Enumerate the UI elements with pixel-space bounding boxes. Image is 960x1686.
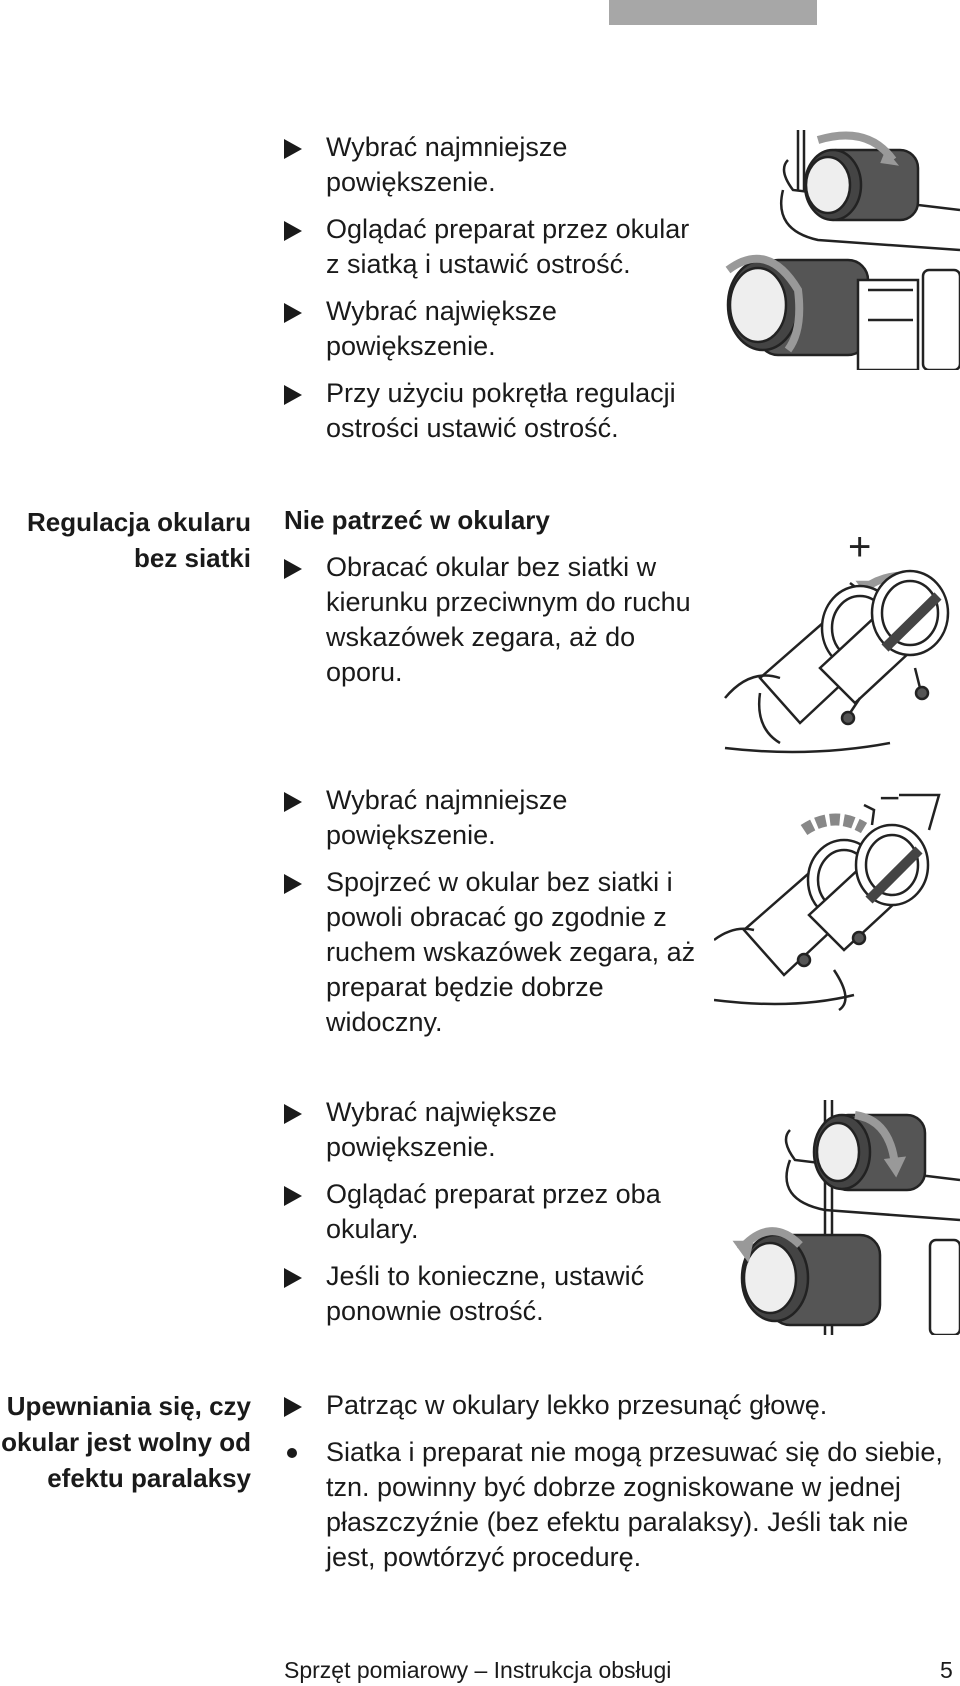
arrow-bullet-icon — [284, 303, 302, 323]
step-item: Wybrać największe powiększenie. — [284, 294, 704, 364]
step-item: Obracać okular bez siatki w kierunku przeciwnym do ruchu wskazówek zegara, aż do oporu. — [284, 550, 704, 690]
step-item: Siatka i preparat nie mogą przesuwać się do siebie, tzn. powinny być dobrze zogniskowane w jednej płaszczyźnie (bez efektu paralaksy). Jeśli tak nie jest, powtórzyć procedurę. — [284, 1435, 960, 1575]
step-item: Wybrać najmniejsze powiększenie. — [284, 783, 704, 853]
step-item: Spojrzeć w okular bez siatki i powoli obracać go zgodnie z ruchem wskazówek zegara, aż preparat będzie dobrze widoczny. — [284, 865, 704, 1040]
steps-focus-list — [284, 130, 704, 458]
arrow-bullet-icon — [284, 385, 302, 405]
step-item: Przy użyciu pokrętła regulacji ostrości ustawić ostrość. — [284, 376, 704, 446]
step-item: Oglądać preparat przez okular z siatką i ustawić ostrość. — [284, 212, 704, 282]
arrow-bullet-icon — [284, 1104, 302, 1124]
section-label-eyepiece-adjustment: Regulacja okularu bez siatki — [27, 507, 251, 573]
arrow-bullet-icon — [284, 139, 302, 159]
subheading-do-not-look: Nie patrzeć w okulary — [284, 505, 550, 535]
page-tab-marker — [609, 0, 817, 25]
steps-final-focus-list — [284, 1095, 704, 1341]
step-item: Patrząc w okulary lekko przesunąć głowę. — [284, 1388, 960, 1423]
step-item: Oglądać preparat przez oba okulary. — [284, 1177, 704, 1247]
step-item: Jeśli to konieczne, ustawić ponownie ostrość. — [284, 1259, 704, 1329]
dot-bullet-icon — [287, 1448, 297, 1458]
step-item: Wybrać najmniejsze powiększenie. — [284, 130, 704, 200]
arrow-bullet-icon — [284, 874, 302, 894]
footer-title: Sprzęt pomiarowy – Instrukcja obsługi — [284, 1657, 672, 1683]
arrow-bullet-icon — [284, 559, 302, 579]
arrow-bullet-icon — [284, 221, 302, 241]
steps-eyepiece-clockwise-list — [284, 783, 704, 1052]
plus-sign-icon: + — [848, 528, 872, 569]
page-number: 5 — [940, 1657, 953, 1683]
focus-knob-illustration — [718, 130, 960, 370]
step-item: Wybrać największe powiększenie. — [284, 1095, 704, 1165]
arrow-bullet-icon — [284, 1186, 302, 1206]
eyepieces-counterclockwise-illustration — [720, 528, 960, 758]
focus-knob-illustration-2 — [730, 1100, 960, 1335]
steps-eyepiece-turn-list — [284, 550, 704, 702]
arrow-bullet-icon — [284, 1397, 302, 1417]
minus-sign-icon: − — [879, 790, 901, 818]
arrow-bullet-icon — [284, 1268, 302, 1288]
arrow-bullet-icon — [284, 792, 302, 812]
eyepieces-clockwise-illustration — [714, 790, 960, 1020]
section-label-parallax-check: Upewniania się, czy okular jest wolny od efektu paralaksy — [1, 1391, 251, 1493]
steps-parallax-list — [284, 1388, 960, 1587]
